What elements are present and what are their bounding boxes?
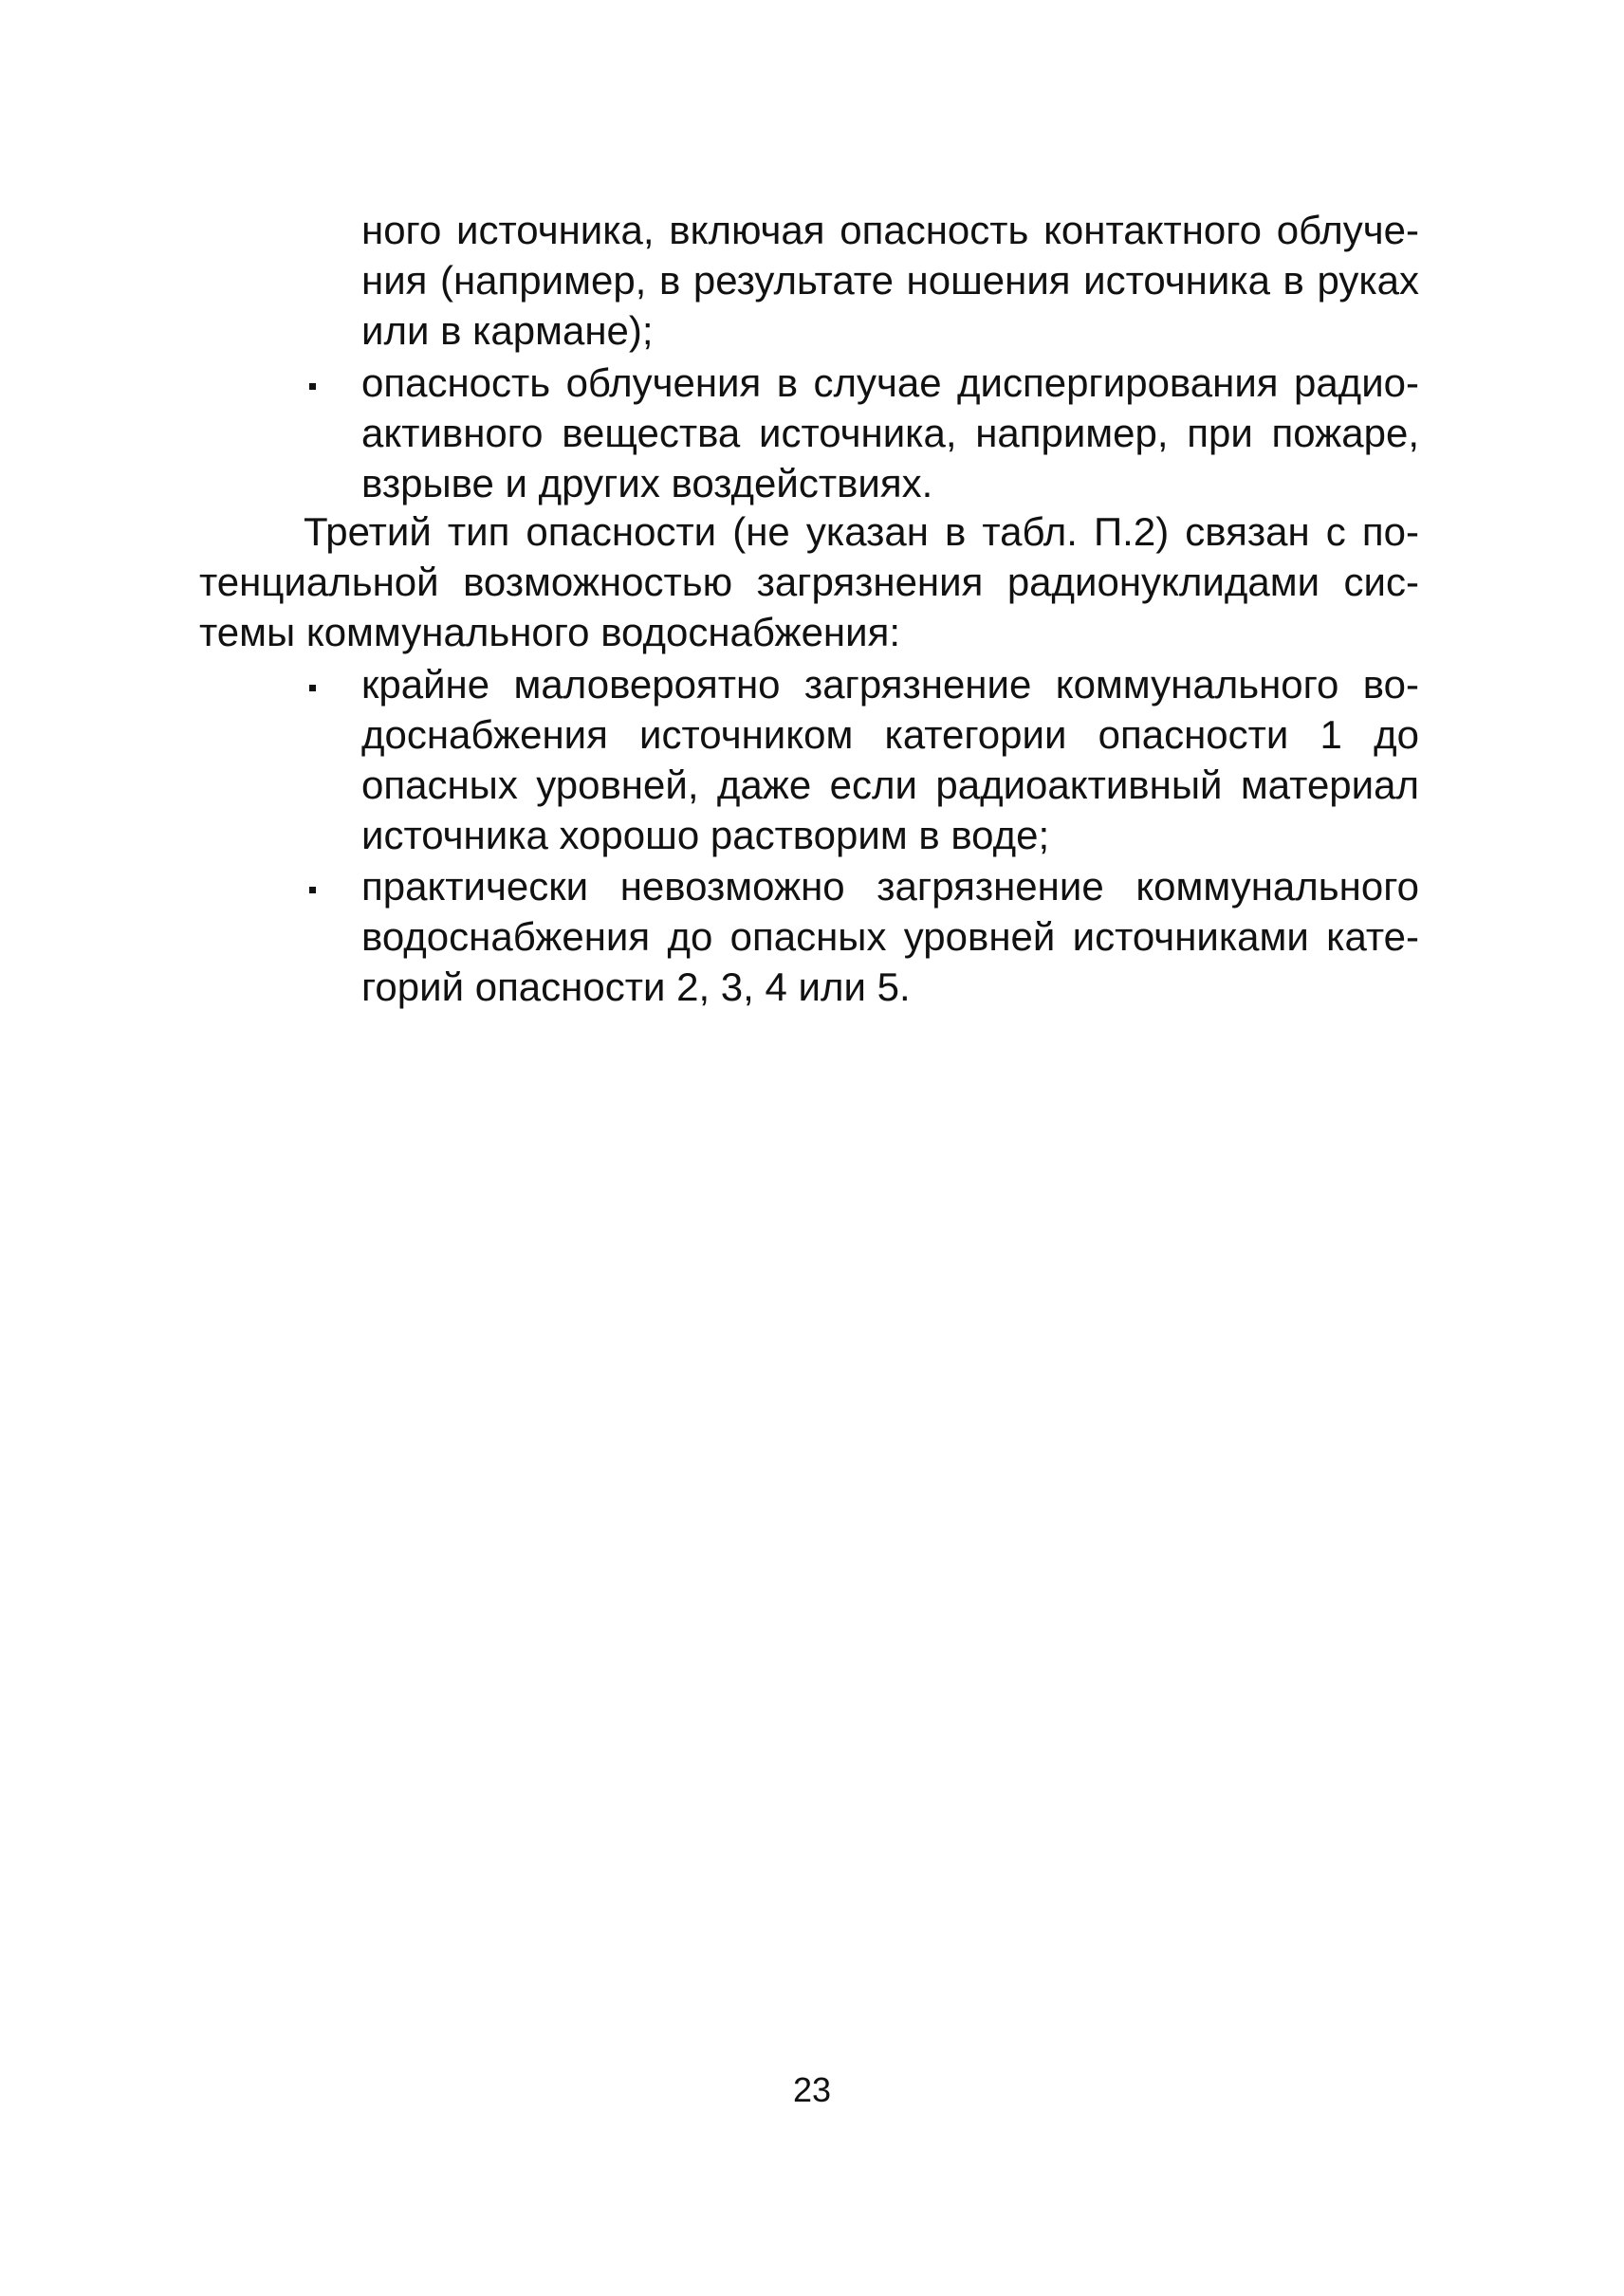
text-line: практически невозможно загрязнение коммунального [361,864,1419,909]
text-line: ния (например, в результате ношения источника в руках [361,258,1419,303]
text-line: активного вещества источника, например, при пожаре, [361,411,1419,455]
bullet-icon [309,383,316,390]
page-number: 23 [792,2070,832,2109]
bullet-icon [309,887,316,893]
continued-bullet-text [361,205,1419,356]
body-paragraph [199,506,1419,657]
text-line: опасных уровней, даже если радиоактивный материал [361,762,1419,807]
text-line: источника хорошо растворим в воде; [361,813,1050,857]
bullet-item [361,861,1419,1012]
text-line: темы коммунального водоснабжения: [199,610,900,654]
text-line: доснабжения источником категории опасности 1 до [361,712,1419,757]
text-line: водоснабжения до опасных уровней источниками кате- [361,914,1419,959]
text-line: тенциальной возможностью загрязнения радионуклидами сис- [199,560,1419,604]
text-line: опасность облучения в случае диспергирования радио- [361,360,1419,405]
text-line: ного источника, включая опасность контактного облуче- [361,208,1419,252]
bullet-icon [309,685,316,691]
text-line: взрыве и других воздействиях. [361,461,933,505]
text-line: или в кармане); [361,308,654,353]
text-line: Третий тип опасности (не указан в табл. П.2) связан с по- [304,509,1419,554]
text-line: горий опасности 2, 3, 4 или 5. [361,964,911,1009]
bullet-item [361,358,1419,508]
bullet-item [361,659,1419,860]
text-line: крайне маловероятно загрязнение коммунального во- [361,662,1419,707]
